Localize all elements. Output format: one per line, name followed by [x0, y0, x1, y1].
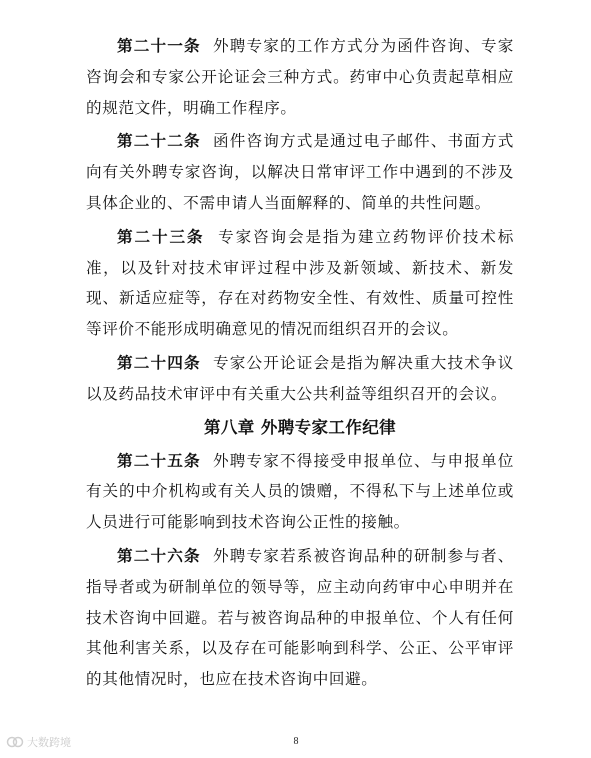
- article-21: [86, 31, 514, 123]
- article-text: 外聘专家若系被咨询品种的研制参与者、指导者或为研制单位的领导等，应主动向药审中心申明并在技术咨询中回避。若与被咨询品种的申报单位、个人有任何其他利害关系，以及存在可能影响到科学、公正、公平审评的其他情况时，也应在技术咨询中回避。: [86, 546, 514, 689]
- article-number: 第二十三条: [117, 227, 205, 246]
- article-text: 外聘专家不得接受申报单位、与申报单位有关的中介机构或有关人员的馈赠，不得私下与上述单位或人员进行可能影响到技术咨询公正性的接触。: [86, 451, 514, 532]
- article-number: 第二十六条: [117, 546, 201, 565]
- article-22: [86, 126, 514, 218]
- article-number: 第二十二条: [117, 132, 201, 151]
- article-number: 第二十一条: [117, 37, 201, 55]
- article-text: 专家公开论证会是指为解决重大技术争议以及药品技术审评中有关重大公共利益等组织召开的会议。: [86, 353, 514, 403]
- article-text: 函件咨询方式是通过电子邮件、书面方式向有关外聘专家咨询，以解决日常审评工作中遇到的不涉及具体企业的、不需申请人当面解释的、简单的共性问题。: [86, 132, 514, 212]
- article-number: 第二十四条: [117, 353, 201, 372]
- article-text: 专家咨询会是指为建立药物评价技术标准，以及针对技术审评过程中涉及新领域、新技术、新发现、新适应症等，存在对药物安全性、有效性、质量可控性等评价不能形成明确意见的情况而组织召开的会议。: [86, 227, 514, 339]
- document-body: [86, 31, 514, 698]
- article-25: [86, 446, 514, 538]
- logo-icon: [6, 735, 24, 749]
- watermark: [6, 734, 71, 750]
- article-23: [86, 222, 514, 345]
- article-text: 外聘专家的工作方式分为函件咨询、专家咨询会和专家公开论证会三种方式。药审中心负责起草相应的规范文件，明确工作程序。: [86, 37, 514, 117]
- article-24: [86, 348, 514, 410]
- article-26: [86, 541, 514, 695]
- page-number: 8: [293, 736, 299, 747]
- watermark-text: 大数跨境: [27, 736, 71, 749]
- chapter-heading: 第八章 外聘专家工作纪律: [203, 417, 397, 437]
- article-number: 第二十五条: [117, 451, 201, 470]
